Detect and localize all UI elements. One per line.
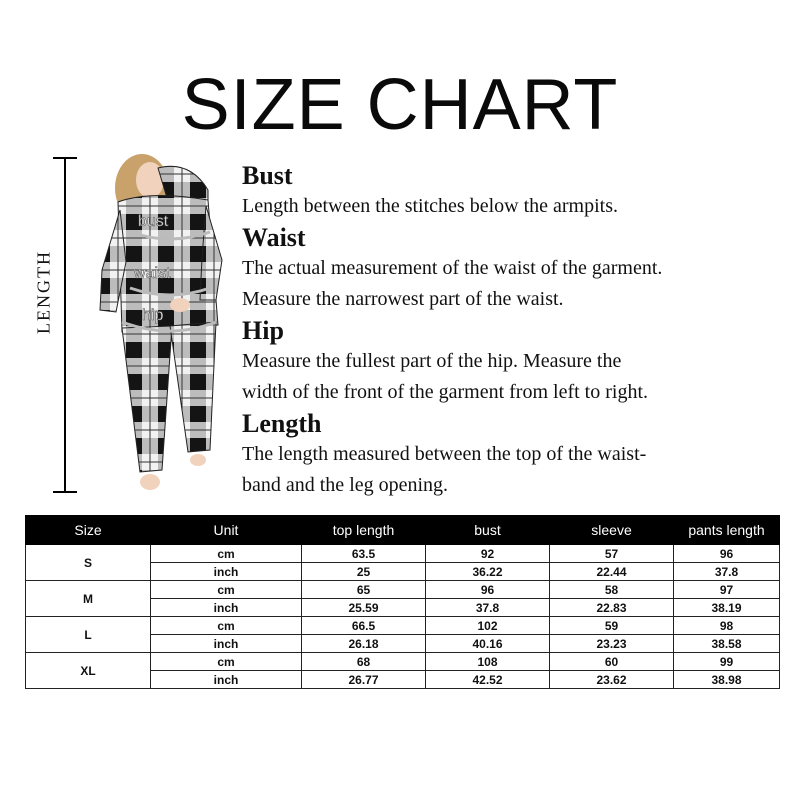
table-cell: 92 [426, 545, 550, 563]
table-cell: 65 [302, 581, 426, 599]
header-size: Size [26, 516, 151, 545]
table-cell: 96 [426, 581, 550, 599]
bust-label: bust [138, 213, 169, 230]
hip-text-line: Measure the fullest part of the hip. Measure the [242, 350, 622, 372]
size-cell: S [26, 545, 151, 581]
table-cell: 37.8 [426, 599, 550, 617]
table-cell: 38.19 [674, 599, 780, 617]
table-row [26, 581, 780, 599]
table-cell: 36.22 [426, 563, 550, 581]
hip-label: hip [142, 307, 164, 324]
pants-right-leg [170, 322, 216, 452]
waist-heading: Waist [242, 223, 306, 252]
table-row [26, 617, 780, 635]
waist-label: waist [134, 265, 171, 282]
left-foot [140, 474, 160, 490]
unit-cell: cm [151, 617, 302, 635]
header-pants-length: pants length [674, 516, 780, 545]
table-cell: 108 [426, 653, 550, 671]
waist-text-line: Measure the narrowest part of the waist. [242, 288, 564, 310]
table-cell: 25.59 [302, 599, 426, 617]
table-cell: 38.98 [674, 671, 780, 689]
header-bust: bust [426, 516, 550, 545]
unit-cell: cm [151, 653, 302, 671]
table-cell: 59 [550, 617, 674, 635]
table-cell: 63.5 [302, 545, 426, 563]
table-cell: 26.18 [302, 635, 426, 653]
table-cell: 98 [674, 617, 780, 635]
hip-heading: Hip [242, 316, 284, 345]
length-text-line: band and the leg opening. [242, 474, 449, 496]
unit-cell: inch [151, 599, 302, 617]
table-cell: 37.8 [674, 563, 780, 581]
bust-heading: Bust [242, 161, 293, 190]
table-cell: 25 [302, 563, 426, 581]
table-cell: 68 [302, 653, 426, 671]
table-cell: 22.83 [550, 599, 674, 617]
table-cell: 60 [550, 653, 674, 671]
table-cell: 58 [550, 581, 674, 599]
unit-cell: cm [151, 545, 302, 563]
unit-cell: cm [151, 581, 302, 599]
table-cell: 23.23 [550, 635, 674, 653]
header-top-length: top length [302, 516, 426, 545]
model-figure [30, 150, 235, 500]
waist-text-line: The actual measurement of the waist of the garment. [242, 257, 663, 279]
table-cell: 22.44 [550, 563, 674, 581]
page-title: SIZE CHART [181, 65, 619, 145]
pants-left-leg [122, 326, 172, 472]
length-label: LENGTH [33, 250, 54, 334]
table-cell: 26.77 [302, 671, 426, 689]
size-cell: M [26, 581, 151, 617]
table-cell: 102 [426, 617, 550, 635]
unit-cell: inch [151, 563, 302, 581]
table-row [26, 545, 780, 563]
table-cell: 40.16 [426, 635, 550, 653]
table-row [26, 653, 780, 671]
length-text-line: The length measured between the top of the waist- [242, 443, 647, 465]
table-cell: 38.58 [674, 635, 780, 653]
size-cell: XL [26, 653, 151, 689]
table-header-row [26, 516, 780, 545]
unit-cell: inch [151, 635, 302, 653]
right-foot [190, 454, 206, 466]
table-cell: 99 [674, 653, 780, 671]
unit-cell: inch [151, 671, 302, 689]
table-cell: 97 [674, 581, 780, 599]
hand [170, 298, 190, 312]
table-cell: 42.52 [426, 671, 550, 689]
size-table [25, 515, 780, 689]
measurement-descriptions [242, 160, 792, 501]
length-heading: Length [242, 409, 322, 438]
bust-text-line: Length between the stitches below the armpits. [242, 195, 619, 217]
header-unit: Unit [151, 516, 302, 545]
table-cell: 57 [550, 545, 674, 563]
size-cell: L [26, 617, 151, 653]
hip-text-line: width of the front of the garment from left to right. [242, 381, 649, 403]
table-cell: 66.5 [302, 617, 426, 635]
table-cell: 23.62 [550, 671, 674, 689]
header-sleeve: sleeve [550, 516, 674, 545]
table-cell: 96 [674, 545, 780, 563]
